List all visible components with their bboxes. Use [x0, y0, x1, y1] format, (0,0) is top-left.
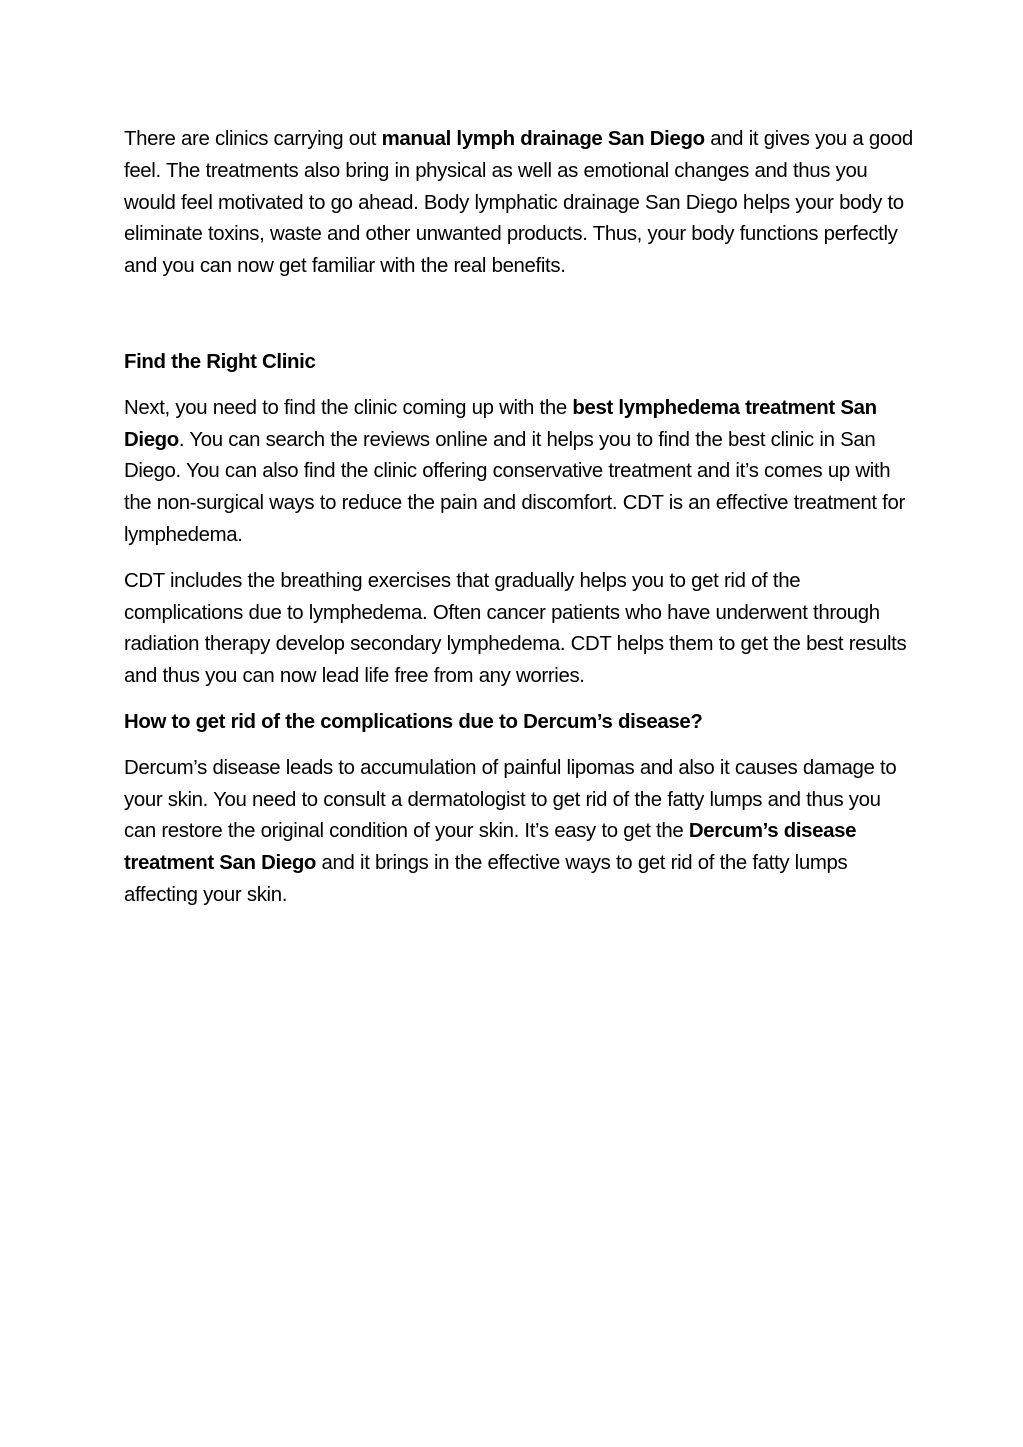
paragraph-text: Next, you need to find the clinic coming up with the	[124, 396, 573, 419]
bold-keyword: manual lymph drainage San Diego	[381, 128, 705, 150]
paragraph-text: There are clinics carrying out	[124, 128, 382, 150]
paragraph-manual-lymph-drainage	[124, 124, 914, 283]
bold-keyword: Dercum’s disease treatment San Diego	[124, 820, 857, 875]
paragraph-text: and it gives you a good feel. The treatments also bring in physical as well as emotional changes and thus you would feel motivated to go ahead. Body lymphatic drainage San Diego helps your body to eliminate toxins, waste and other unwanted products. Thus, your body functions perfectly and you can now get familiar with the real benefits.	[124, 128, 913, 278]
heading-text: Find the Right Clinic	[124, 350, 316, 373]
paragraph-dercums-disease-treatment	[124, 753, 914, 912]
paragraph-best-lymphedema-treatment	[124, 393, 914, 552]
bold-keyword: best lymphedema treatment San Diego	[124, 396, 877, 451]
paragraph-text: . You can search the reviews online and it helps you to find the best clinic in San Diego. You can also find the clinic offering conservative treatment and it’s comes up with the non-surgical ways to reduce the pain and discomfort. CDT is an effective treatment for lymphedema.	[124, 428, 905, 546]
heading-text: How to get rid of the complications due to Dercum’s disease?	[124, 710, 703, 733]
document-page	[124, 124, 914, 912]
paragraph-text: and it brings in the effective ways to get rid of the fatty lumps affecting your skin.	[124, 852, 848, 906]
section-heading-dercums-disease	[124, 707, 914, 739]
paragraph-cdt: CDT includes the breathing exercises that gradually helps you to get rid of the complications due to lymphedema. Often cancer patients who have underwent through radiation therapy develop secondary lymphedema. CDT helps them to get the best results and thus you can now lead life free from any worries.	[124, 569, 907, 688]
paragraph-text: Dercum’s disease leads to accumulation of painful lipomas and also it causes damage to your skin. You need to consult a dermatologist to get rid of the fatty lumps and thus you can restore the original condition of your skin. It’s easy to get the	[124, 756, 897, 843]
section-heading-find-clinic	[124, 347, 914, 379]
